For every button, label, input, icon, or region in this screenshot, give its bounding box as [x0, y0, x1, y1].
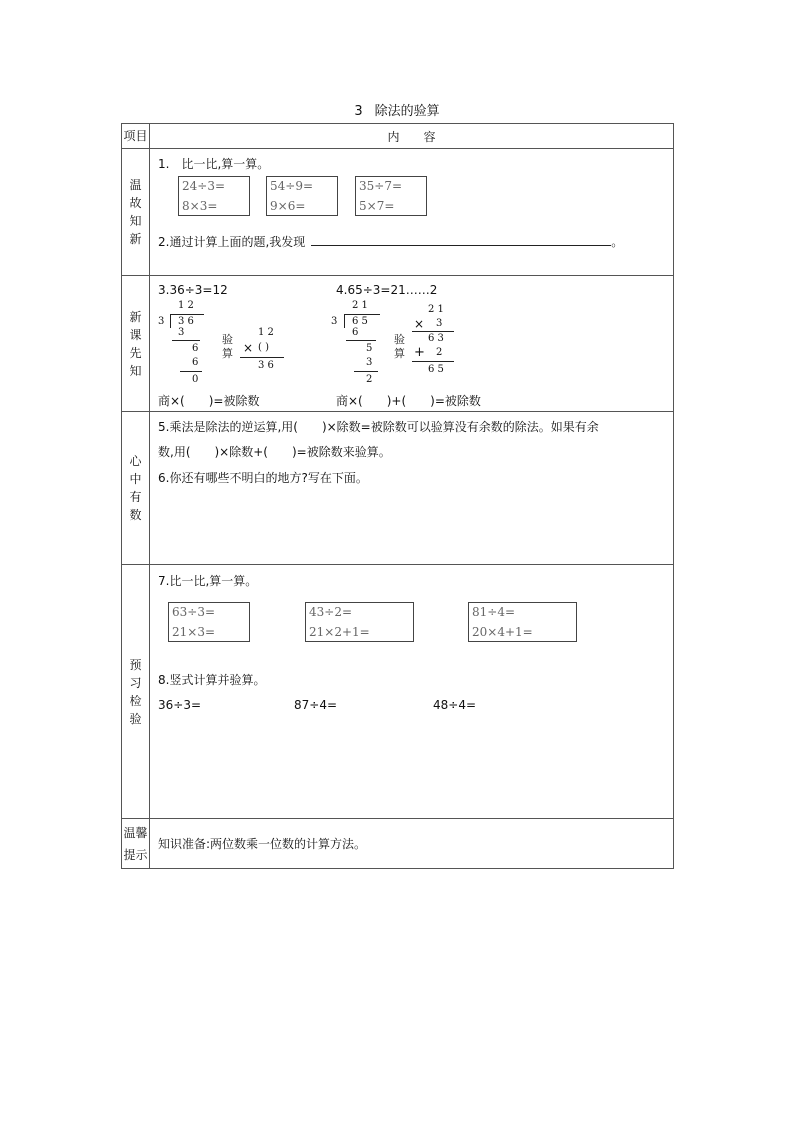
calc-box-6 — [468, 602, 577, 642]
section-label-preview: 预习检验 — [129, 657, 142, 726]
factor: 3 — [436, 318, 443, 329]
divisor: 3 — [158, 316, 165, 327]
question-6: 6.你还有哪些不明白的地方?写在下面。 — [158, 471, 368, 485]
section-tip — [122, 819, 674, 869]
question-2-end: 。 — [611, 235, 624, 249]
header-row — [122, 124, 674, 149]
section-label-review: 温故知新 — [129, 178, 142, 246]
lesson-title: 除法的验算 — [374, 104, 440, 119]
step: 5 — [366, 343, 373, 354]
times-sign: × — [414, 317, 425, 331]
blank-factor: ( ) — [258, 342, 269, 353]
result: 6 5 — [428, 364, 444, 375]
calc-line: 5×7= — [359, 199, 395, 213]
partial-product: 6 3 — [428, 333, 444, 344]
calc-line: 43÷2= — [309, 605, 353, 619]
question-5-line2: 数,用( )×除数+( )=被除数来验算。 — [158, 445, 391, 459]
calc-line: 8×3= — [182, 199, 218, 213]
calc-line: 24÷3= — [182, 179, 226, 193]
divisor: 3 — [331, 316, 338, 327]
question-5-line1: 5.乘法是除法的逆运算,用( )×除数=被除数可以验算没有余数的除法。如果有余 — [158, 420, 599, 434]
question-3: 3.36÷3=12 — [158, 283, 228, 297]
formula-2: 商×( )+( )=被除数 — [336, 394, 481, 408]
section-new-lesson — [122, 276, 674, 412]
section-review — [122, 149, 674, 276]
exercise-2: 87÷4= — [294, 698, 338, 712]
check-label: 验算 — [222, 333, 233, 360]
calc-box-5 — [305, 602, 414, 642]
section-label-mind: 心中有数 — [129, 454, 142, 522]
tip-label-line2: 提示 — [123, 847, 148, 862]
remainder: 2 — [366, 374, 373, 385]
step: 3 — [366, 357, 373, 368]
dividend: 6 5 — [352, 316, 368, 327]
header-content: 内 容 — [150, 124, 674, 149]
page-title — [0, 100, 794, 119]
section-preview-check — [122, 565, 674, 819]
plus-sign: + — [414, 345, 425, 360]
calc-line: 35÷7= — [359, 179, 403, 193]
tip-text: 知识准备:两位数乘一位数的计算方法。 — [158, 837, 367, 851]
step: 3 — [178, 327, 185, 338]
calc-line: 81÷4= — [472, 605, 516, 619]
calc-line: 54÷9= — [270, 179, 314, 193]
worksheet-table — [121, 123, 674, 869]
addend: 2 — [436, 347, 443, 358]
calc-box-2 — [266, 176, 338, 216]
question-2 — [158, 233, 623, 250]
calc-line: 20×4+1= — [472, 625, 533, 639]
question-7: 7.比一比,算一算。 — [158, 574, 258, 588]
step: 6 — [352, 327, 359, 338]
section-label-new: 新课先知 — [129, 309, 142, 378]
header-item: 项目 — [122, 124, 150, 149]
calc-line: 9×6= — [270, 199, 306, 213]
question-1: 1. 比一比,算一算。 — [158, 157, 270, 171]
exercise-1: 36÷3= — [158, 698, 202, 712]
calc-line: 21×3= — [172, 625, 216, 639]
lesson-number: 3 — [354, 104, 363, 119]
calc-box-1 — [178, 176, 250, 216]
remainder: 0 — [192, 374, 199, 385]
times-sign: × — [243, 341, 254, 355]
step: 6 — [192, 343, 199, 354]
question-4: 4.65÷3=21……2 — [336, 283, 438, 297]
answer-blank[interactable] — [311, 234, 611, 246]
quotient: 2 1 — [352, 300, 368, 311]
check-label: 验算 — [394, 333, 405, 360]
calc-line: 21×2+1= — [309, 625, 370, 639]
calc-box-4 — [168, 602, 250, 642]
dividend: 3 6 — [178, 316, 194, 327]
quotient: 1 2 — [178, 300, 194, 311]
factor: 2 1 — [428, 304, 444, 315]
formula-1: 商×( )=被除数 — [158, 394, 260, 408]
exercise-3: 48÷4= — [433, 698, 477, 712]
tip-label-line1: 温馨 — [123, 825, 148, 840]
calc-line: 63÷3= — [172, 605, 216, 619]
calc-box-3 — [355, 176, 427, 216]
question-8: 8.竖式计算并验算。 — [158, 673, 266, 687]
section-mind — [122, 412, 674, 565]
question-2-text: 2.通过计算上面的题,我发现 — [158, 235, 306, 249]
factor: 1 2 — [258, 327, 274, 338]
step: 6 — [192, 357, 199, 368]
product: 3 6 — [258, 360, 274, 371]
